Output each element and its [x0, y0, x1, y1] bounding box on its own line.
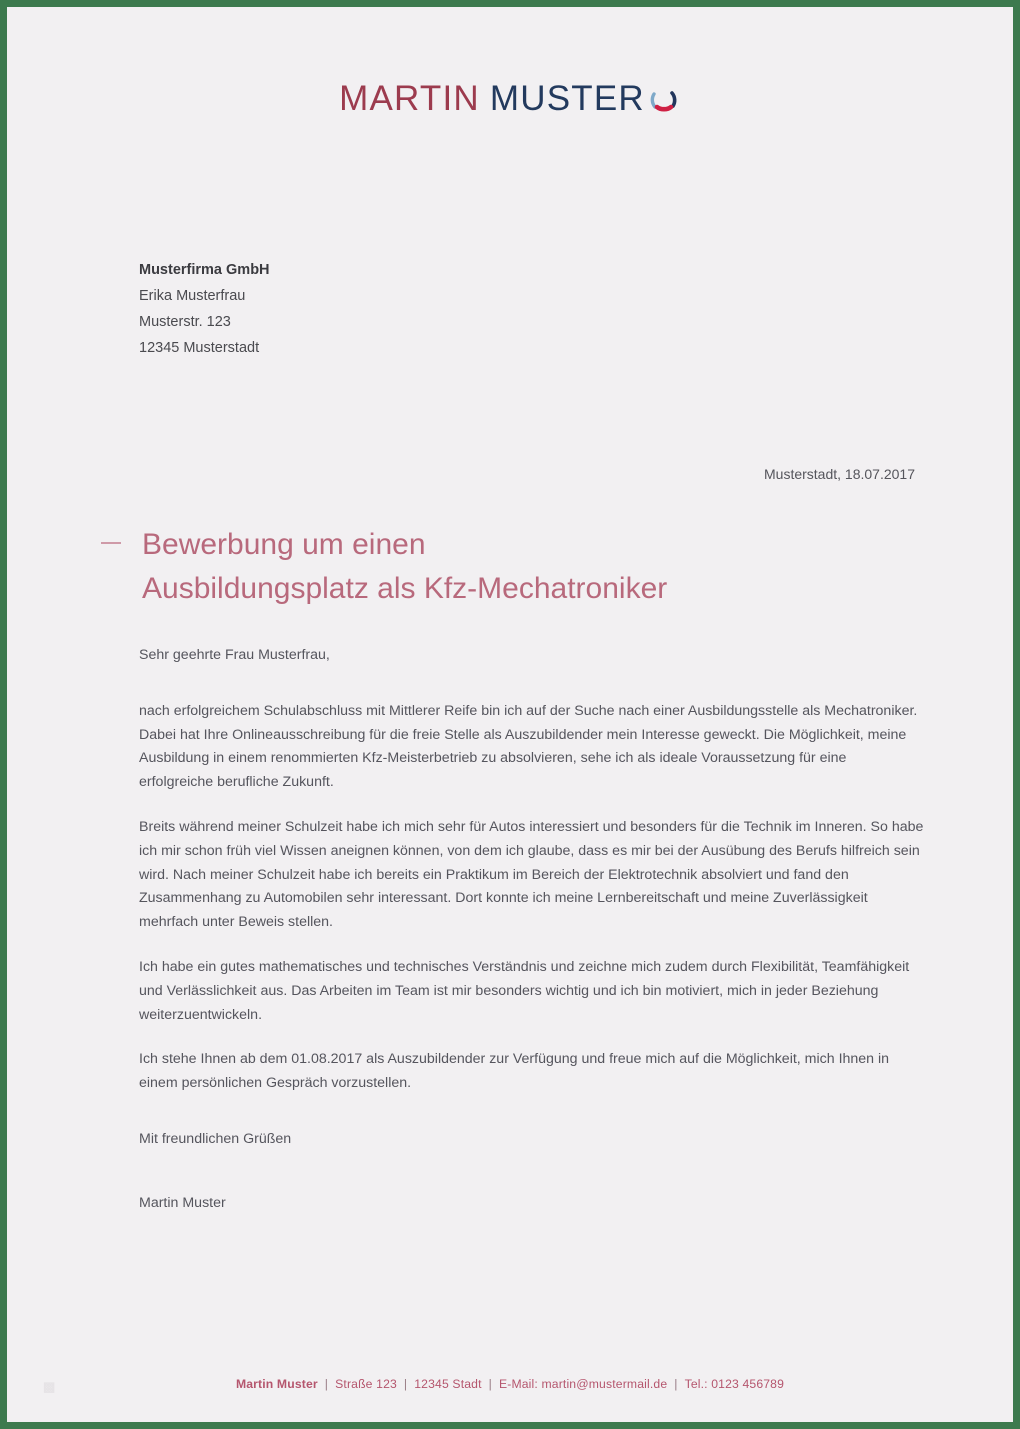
recipient-company: Musterfirma GmbH — [139, 262, 270, 278]
headline-dash-icon — [101, 542, 121, 544]
letter-salutation: Sehr geehrte Frau Musterfrau, — [139, 647, 330, 663]
letter-paragraph-2: Breits während meiner Schulzeit habe ich mich sehr für Autos interessiert und besonders für die Technik im Inneren. So habe ich mir schon früh viel Wissen aneignen können, von dem ich glaube, dass es mir bei der Ausübung des Berufs hilfreich sein wird. Nach meiner Schulzeit habe ich bereits ein Praktikum im Bereich der Elektrotechnik absolviert und fand den Zusammenhang zu Automobilen sehr interessant. Dort konnte ich meine Lernbereitschaft und meine Zuverlässigkeit mehrfach unter Beweis stellen. — [139, 818, 924, 931]
brand-logo — [339, 79, 681, 119]
footer-separator-2: | — [403, 1377, 408, 1391]
footer-separator-4: | — [674, 1377, 678, 1391]
document-page — [7, 7, 1013, 1422]
logo-last-name: MUSTER — [489, 79, 645, 118]
letter-paragraph-4: Ich stehe Ihnen ab dem 01.08.2017 als Auszubildender zur Verfügung und freue mich auf die Möglichkeit, mich Ihnen in einem persönlichen Gespräch vorzustellen. — [139, 1051, 890, 1092]
letter-signature: Martin Muster — [139, 1194, 226, 1211]
headline-line-1: Bewerbung um einen — [142, 528, 426, 561]
recipient-street: Musterstr. 123 — [139, 314, 231, 330]
letter-body — [139, 644, 924, 1216]
date-line: Musterstadt, 18.07.2017 — [764, 466, 915, 482]
footer-name: Martin Muster — [235, 1377, 318, 1391]
recipient-city: 12345 Musterstadt — [139, 340, 260, 356]
logo-first-name: MARTIN — [339, 79, 480, 118]
recipient-person: Erika Musterfrau — [139, 288, 246, 304]
footer-separator-3: | — [488, 1377, 492, 1391]
corner-watermark: ▩ — [43, 1379, 56, 1394]
letter-paragraph-3: Ich habe ein gutes mathematisches und technisches Verständnis und zeichne mich zudem durch Flexibilität, Teamfähigkeit und Verlässlichkeit aus. Das Arbeiten im Team ist mir besonders wichtig und ich bin motiviert, mich in jeder Beziehung weiterzuentwickeln. — [139, 958, 910, 1023]
footer-phone: Tel.: 0123 456789 — [684, 1377, 785, 1391]
letter-headline — [101, 523, 941, 611]
footer-city: 12345 Stadt — [414, 1377, 482, 1391]
headline-line-2: Ausbildungsplatz als Kfz-Mechatroniker — [142, 572, 668, 605]
circular-swoosh-logo-icon — [647, 85, 681, 119]
page-footer — [7, 1375, 1013, 1393]
footer-email: E-Mail: martin@mustermail.de — [498, 1377, 668, 1391]
footer-street: Straße 123 — [335, 1377, 397, 1391]
footer-separator-1: | — [324, 1377, 329, 1391]
letter-paragraph-1: nach erfolgreichem Schulabschluss mit Mittlerer Reife bin ich auf der Suche nach einer Ausbildungsstelle als Mechatroniker. Dabei hat Ihre Onlineausschreibung für die freie Stelle als Auszubildender mein Interesse geweckt. Die Möglichkeit, meine Ausbildung in einem renommierten Kfz-Meisterbetrieb zu absolvieren, sehe ich als ideale Voraussetzung für eine erfolgreiche berufliche Zukunft. — [139, 702, 918, 791]
recipient-address-block — [139, 257, 270, 361]
letterhead — [7, 79, 1013, 129]
letter-closing: Mit freundlichen Grüßen — [139, 1130, 292, 1147]
